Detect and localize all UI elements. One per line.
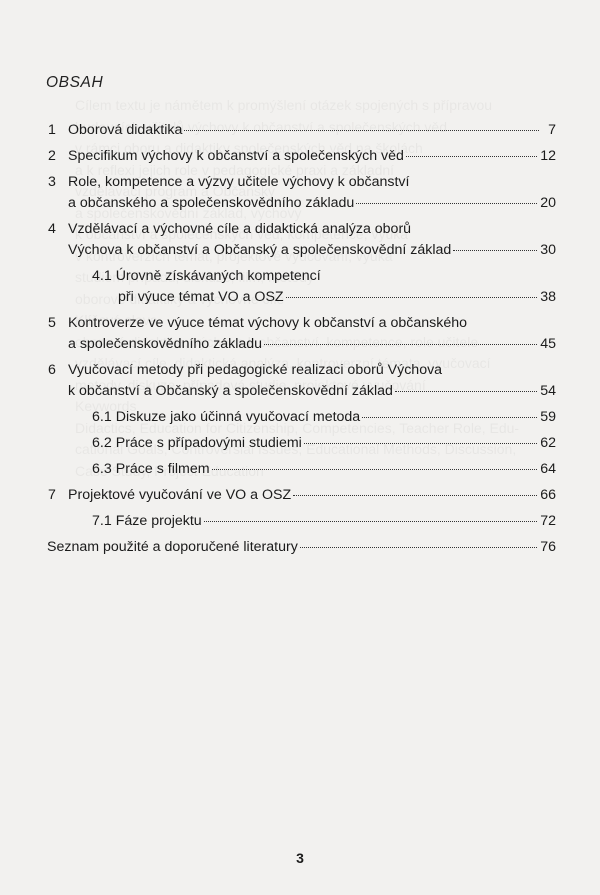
entry-page: 12: [540, 148, 556, 164]
entry-number: 6: [48, 362, 56, 378]
entry-page: 7: [548, 122, 556, 138]
toc-entry-5[interactable]: [48, 313, 556, 355]
dot-leader: [184, 129, 539, 131]
entry-title-line-2: k občanství a Občanský a společenskovědní základ: [68, 383, 393, 399]
entry-page: 72: [540, 513, 556, 529]
dot-leader: [304, 442, 537, 444]
entry-number: 4: [48, 221, 56, 237]
page-number: 3: [296, 850, 304, 866]
toc-entry-7-1[interactable]: [48, 511, 556, 532]
dot-leader: [356, 202, 537, 204]
entry-title-line-2: při výuce témat VO a OSZ: [118, 289, 284, 305]
toc-entry-2[interactable]: [48, 146, 556, 167]
entry-title: Oborová didaktika: [68, 122, 183, 138]
entry-number: 3: [48, 174, 56, 190]
entry-title-line-1: Kontroverze ve výuce témat výchovy k občanství a občanského: [68, 315, 468, 331]
entry-title: Seznam použité a doporučené literatury: [47, 539, 298, 555]
contents-heading: OBSAH: [46, 74, 104, 91]
entry-page: 54: [540, 383, 556, 399]
entry-page: 64: [540, 461, 556, 477]
dot-leader: [212, 468, 538, 470]
toc-entry-6-2[interactable]: [48, 433, 556, 454]
toc-entry-4[interactable]: [48, 219, 556, 261]
entry-page: 38: [540, 289, 556, 305]
toc-entry-3[interactable]: [48, 172, 556, 214]
entry-title: Práce s filmem: [115, 461, 210, 477]
entry-title-line-1: Úrovně získávaných kompetencí: [115, 268, 321, 284]
entry-number: 5: [48, 315, 56, 331]
dot-leader: [406, 155, 537, 157]
entry-number: 2: [48, 148, 56, 164]
entry-page: 62: [540, 435, 556, 451]
entry-title: Diskuze jako účinná vyučovací metoda: [115, 409, 361, 425]
entry-number: 4.1: [92, 268, 112, 284]
entry-title-line-2: a občanského a společenskovědního základu: [68, 195, 355, 211]
toc-entry-6-3[interactable]: [48, 459, 556, 480]
dot-leader: [395, 390, 537, 392]
toc-entry-6[interactable]: [48, 360, 556, 402]
dot-leader: [362, 416, 537, 418]
entry-title: Práce s případovými studiemi: [115, 435, 302, 451]
table-of-contents: [48, 120, 556, 563]
entry-page: 30: [540, 242, 556, 258]
entry-page: 66: [540, 487, 556, 503]
entry-title-line-1: Role, kompetence a výzvy učitele výchovy k občanství: [68, 174, 410, 190]
entry-number: 6.2: [92, 435, 112, 451]
entry-number: 6.3: [92, 461, 112, 477]
entry-title: Specifikum výchovy k občanství a společenských věd: [68, 148, 404, 164]
entry-page: 59: [540, 409, 556, 425]
entry-page: 45: [540, 336, 556, 352]
entry-number: 7: [48, 487, 56, 503]
entry-title-line-1: Vyučovací metody při pedagogické realizaci oborů Výchova: [68, 362, 443, 378]
dot-leader: [204, 520, 538, 522]
dot-leader: [293, 494, 537, 496]
dot-leader: [264, 343, 537, 345]
entry-number: 1: [48, 122, 56, 138]
dot-leader: [453, 249, 537, 251]
toc-entry-7[interactable]: [48, 485, 556, 506]
entry-title: Projektové vyučování ve VO a OSZ: [68, 487, 292, 503]
toc-entry-4-1[interactable]: [48, 266, 556, 308]
dot-leader: [300, 546, 537, 548]
toc-entry-6-1[interactable]: [48, 407, 556, 428]
entry-number: 7.1: [92, 513, 112, 529]
toc-entry-1[interactable]: [48, 120, 556, 141]
entry-title-line-2: a společenskovědního základu: [68, 336, 263, 352]
entry-number: 6.1: [92, 409, 112, 425]
dot-leader: [286, 296, 538, 298]
entry-page: 76: [540, 539, 556, 555]
entry-page: 20: [540, 195, 556, 211]
entry-title: Fáze projektu: [115, 513, 202, 529]
entry-title-line-2: Výchova k občanství a Občanský a společenskovědní základ: [68, 242, 452, 258]
entry-title-line-1: Vzdělávací a výchovné cíle a didaktická analýza oborů: [68, 221, 412, 237]
toc-entry-bibliography[interactable]: [48, 537, 556, 558]
